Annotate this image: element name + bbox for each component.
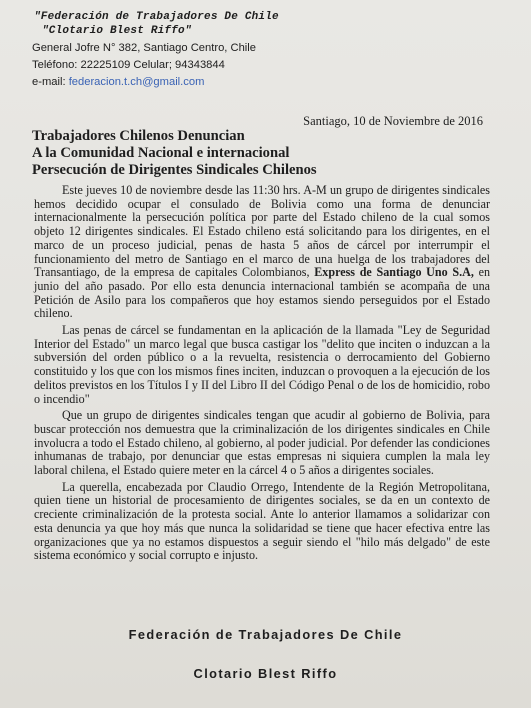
paragraph-3: Que un grupo de dirigentes sindicales tengan que acudir al gobierno de Bolivia, para buscar protección nos demuestra que la criminalización de los dirigentes sindicales en Chile involucra a todo el Estado chileno, al gobierno, al poder judicial. Por defender las condiciones inhumanas de trabajo, por denunciar que estas empresas ni siquiera cumplen la mala ley laboral chilena, el Estado quiere meter en la cárcel 4 o 5 años a dirigentes sociales. — [34, 408, 490, 478]
letterhead — [32, 10, 332, 91]
document-heading — [32, 128, 492, 178]
paragraph-4: La querella, encabezada por Claudio Orrego, Intendente de la Región Metropolitana, quien tiene un historial de procesamiento de dirigentes sociales, se da en un contexto de creciente criminalización de la protesta social. Ante lo anterior llamamos a solidarizar con esta denuncia ya que hoy más que nunca la solidaridad se tiene que hacer efectiva entre las organizaciones que ya no estamos dispuestos a seguir siendo el "hilo más delgado" de este sistema económico y social corrupto e injusto. — [34, 479, 490, 563]
heading-line-1: Trabajadores Chilenos Denuncian — [32, 128, 245, 144]
document-date: Santiago, 10 de Noviembre de 2016 — [303, 114, 483, 128]
heading-line-3: Persecución de Dirigentes Sindicales Chilenos — [32, 161, 317, 178]
document-body — [34, 184, 490, 566]
heading-line-2: A la Comunidad Nacional e internacional — [32, 144, 290, 161]
paragraph-2: Las penas de cárcel se fundamentan en la aplicación de la llamada "Ley de Seguridad Interior del Estado" un marco legal que busca castigar los "delito que inciten o induzcan a la subversión del orden público o a la revuelta, resistencia o derrocamiento del Gobierno constituido y los que con los mismos fines inciten, induzcan o provoquen a la ejecución de los delitos previstos en los Títulos I y II del Libro II del Código Penal o de los de homicidio, robo o incendio" — [34, 323, 490, 406]
signature-org-subtitle: Clotario Blest Riffo — [193, 666, 338, 681]
letterhead-address: General Jofre N° 382, Santiago Centro, Chile — [32, 42, 256, 54]
letterhead-email — [32, 74, 332, 91]
company-name: Express de Santiago Uno S.A, — [314, 265, 474, 280]
signature-org-name: Federación de Trabajadores De Chile — [128, 627, 403, 642]
letterhead-phones: Teléfono: 22225109 Celular; 94343844 — [32, 59, 225, 71]
email-label: e-mail: — [32, 76, 69, 88]
paragraph-1 — [34, 184, 490, 321]
email-link[interactable]: federacion.t.ch@gmail.com — [68, 76, 205, 88]
letterhead-org-subtitle: "Clotario Blest Riffo" — [42, 25, 192, 37]
paragraph-1-part-b: en junio del año pasado. Por ello esta denuncia internacional también se acompaña de una Petición de Asilo para los compañeros que hoy estamos siendo perseguidos por el Estado chileno. — [34, 265, 490, 321]
paragraph-1-part-a: Este jueves 10 de noviembre desde las 11:30 hrs. A-M un grupo de dirigentes sindicales hemos decidido ocupar el consulado de Bolivia como una forma de denunciar internacionalmente la persecución política por parte del Estado chileno de la cual somos objeto 12 dirigentes sindicales. El Estado chileno está solicitando para los dirigentes, en el marco de un proceso judicial, penas de hasta 5 años de cárcel por interrumpir el funcionamiento del metro de Santiago en el marco de una huelga de los trabajadores del Transantiago, de la empresa de capitales Colombianos, — [34, 183, 490, 280]
letterhead-org-name: "Federación de Trabajadores De Chile — [34, 11, 279, 23]
